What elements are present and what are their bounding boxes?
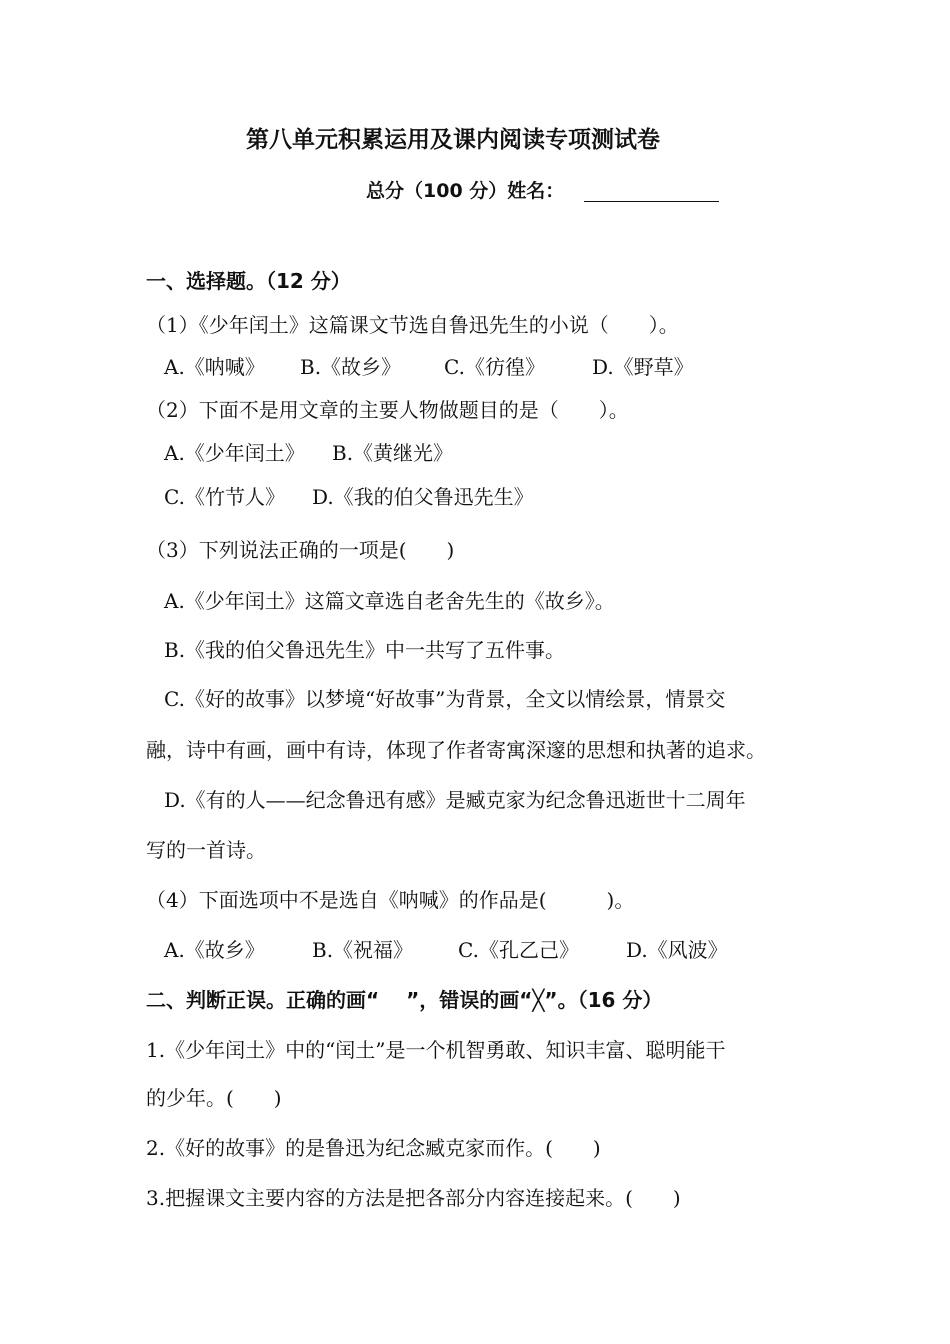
section1-heading: 一、选择题。（12 分）	[146, 269, 351, 293]
q3-option-c-line2: 融，诗中有画，画中有诗，体现了作者寄寓深邃的思想和执著的追求。	[146, 738, 766, 762]
score-name-line: 总分（100 分）姓名：	[366, 180, 565, 202]
q3-option-c-line1: C.《好的故事》以梦境“好故事”为背景，全文以情绘景，情景交	[164, 687, 726, 711]
q3-option-a: A.《少年闰土》这篇文章选自老舍先生的《故乡》。	[164, 589, 615, 613]
section2-heading: 二、判断正误。正确的画“ ”，错误的画“╳”。（16 分）	[146, 988, 663, 1012]
judge-item-2: 2.《好的故事》的是鲁迅为纪念臧克家而作。( )	[146, 1136, 601, 1160]
q4-option-a: A.《故乡》	[164, 938, 265, 962]
q1-option-c: C.《彷徨》	[444, 355, 545, 379]
judge-item-3: 3.把握课文主要内容的方法是把各部分内容连接起来。( )	[146, 1186, 681, 1210]
q1-stem: （1）《少年闰土》这篇课文节选自鲁迅先生的小说（ ）。	[146, 313, 679, 337]
q1-option-b: B.《故乡》	[300, 355, 402, 379]
q4-option-d: D.《风波》	[626, 938, 728, 962]
judge-item-1-line2: 的少年。( )	[146, 1086, 282, 1110]
q3-option-d-line1: D.《有的人——纪念鲁迅有感》是臧克家为纪念鲁迅逝世十二周年	[164, 788, 746, 812]
q2-option-b: B.《黄继光》	[332, 441, 454, 465]
page-title: 第八单元积累运用及课内阅读专项测试卷	[246, 127, 660, 153]
q1-option-d: D.《野草》	[592, 355, 694, 379]
q4-option-b: B.《祝福》	[312, 938, 414, 962]
q2-option-c: C.《竹节人》	[164, 485, 285, 509]
q4-stem: （4）下面选项中不是选自《呐喊》的作品是( )。	[146, 888, 635, 912]
q3-option-b: B.《我的伯父鲁迅先生》中一共写了五件事。	[164, 638, 566, 662]
q4-option-c: C.《孔乙己》	[458, 938, 579, 962]
q3-option-d-line2: 写的一首诗。	[146, 838, 266, 862]
q3-stem: （3）下列说法正确的一项是( )	[146, 538, 455, 562]
judge-item-1-line1: 1.《少年闰土》中的“闰土”是一个机智勇敢、知识丰富、聪明能干	[146, 1038, 726, 1062]
name-blank	[584, 201, 719, 202]
q1-option-a: A.《呐喊》	[164, 355, 265, 379]
q2-option-a: A.《少年闰土》	[164, 441, 305, 465]
q2-stem: （2）下面不是用文章的主要人物做题目的是（ ）。	[146, 398, 629, 422]
q2-option-d: D.《我的伯父鲁迅先生》	[312, 485, 534, 509]
